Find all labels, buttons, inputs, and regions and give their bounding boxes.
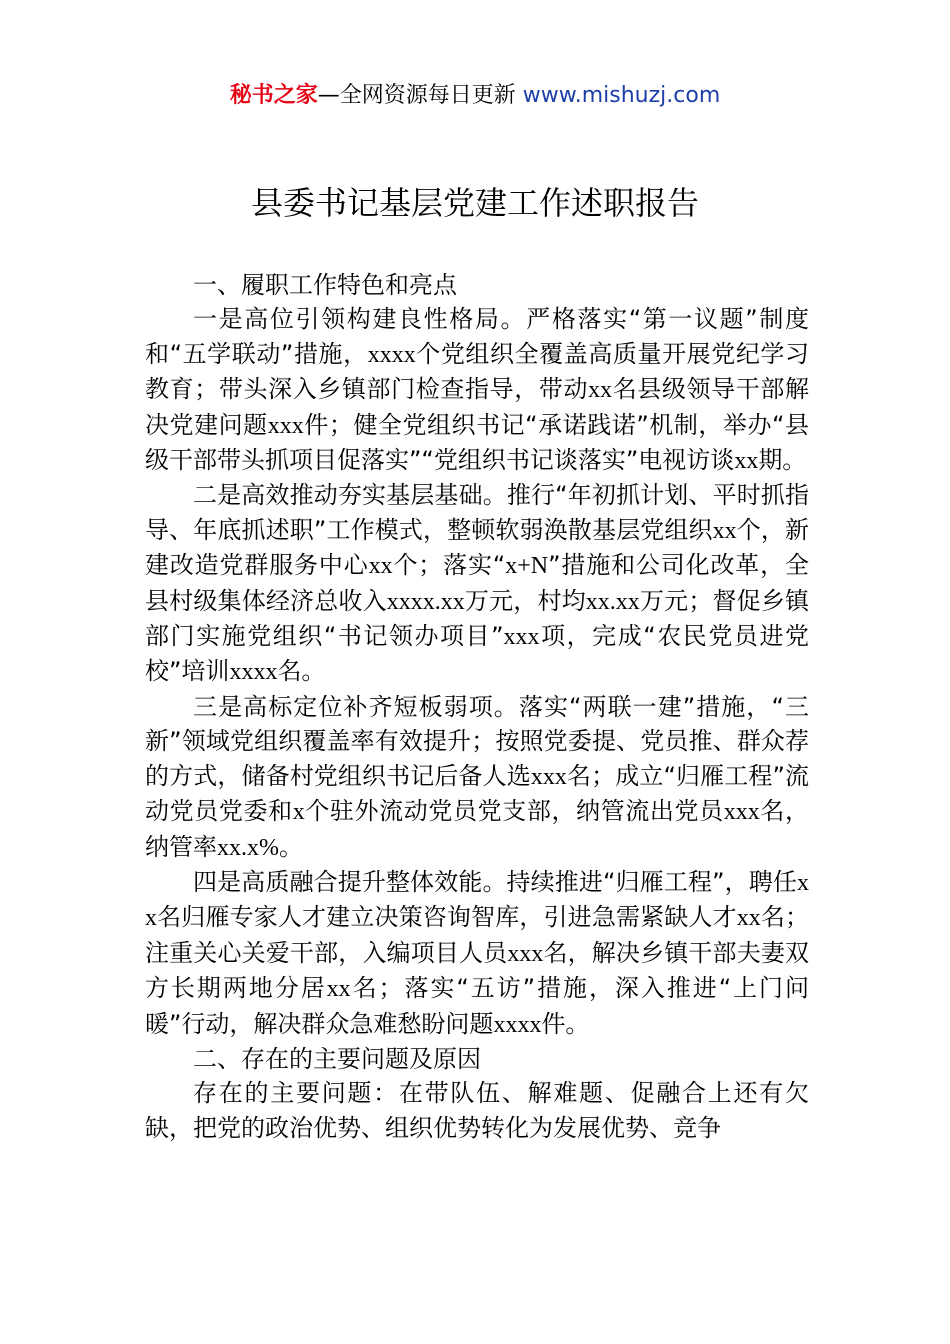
body-paragraph: 二是高效推动夯实基层基础。推行“年初抓计划、平时抓指导、年底抓述职”工作模式，整顿软弱涣散基层党组织xx个，新建改造党群服务中心xx个；落实“x+N”措施和公司化改革，全县村级集体经济总收入xxxx.xx万元，村均xx.xx万元；督促乡镇部门实施党组织“书记领办项目”xxx项，完成“农民党员进党校”培训xxxx名。 [145,481,810,686]
document-body [145,268,809,1145]
body-paragraph: 一是高位引领构建良性格局。严格落实“第一议题”制度和“五学联动”措施，xxxx个党组织全覆盖高质量开展党纪学习教育；带头深入乡镇部门检查指导，带动xx名县级领导干部解决党建问题xxx件；健全党组织书记“承诺践诺”机制，举办“县级干部带头抓项目促落实”“党组织书记谈落实”电视访谈xx期。 [145,305,810,475]
section-heading-1: 一、履职工作特色和亮点 [193,271,457,299]
body-paragraph: 三是高标定位补齐短板弱项。落实“两联一建”措施，“三新”领域党组织覆盖率有效提升；按照党委提、党员推、群众荐的方式，储备村党组织书记后备人选xxx名；成立“归雁工程”流动党员党委和x个驻外流动党员党支部，纳管流出党员xxx名，纳管率xx.x%。 [145,692,810,861]
body-paragraph: 存在的主要问题：在带队伍、解难题、促融合上还有欠缺，把党的政治优势、组织优势转化为发展优势、竞争 [145,1079,809,1142]
site-url-link[interactable]: www.mishuzj.com [522,83,721,108]
section-heading-2: 二、存在的主要问题及原因 [193,1044,481,1073]
brand-name: 秘书之家 [229,83,318,108]
body-paragraph: 四是高质融合提升整体效能。持续推进“归雁工程”，聘任xx名归雁专家人才建立决策咨询智库，引进急需紧缺人才xx名；注重关心关爱干部，入编项目人员xxx名，解决乡镇干部夫妻双方长期两地分居xx名；落实“五访”措施，深入推进“上门问暖”行动，解决群众急难愁盼问题xxxx件。 [145,867,810,1038]
header-tagline: —全网资源每日更新 [317,83,516,108]
document-title: 县委书记基层党建工作述职报告 [250,184,699,222]
site-header [0,80,950,112]
